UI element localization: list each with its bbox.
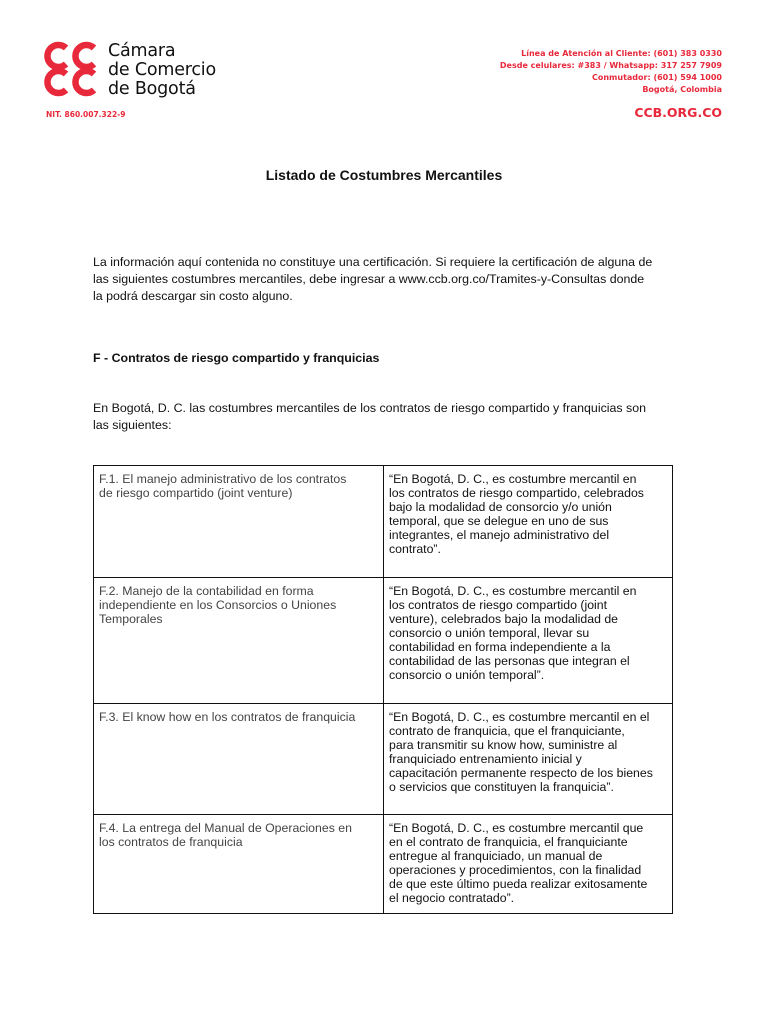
cell-line: o servicios que constituyen la franquicia”. <box>389 780 614 794</box>
document-title: Listado de Costumbres Mercantiles <box>265 167 503 183</box>
contact-line: Conmutador: (601) 594 1000 <box>591 73 722 82</box>
cell-line: “En Bogotá, D. C., es costumbre mercantil que <box>389 821 644 835</box>
cell-line: integrantes, el manejo administrativo del <box>389 528 610 542</box>
cell-line: franquiciado entrenamiento inicial y <box>389 752 582 766</box>
table-row <box>94 815 673 914</box>
table-row <box>94 704 673 815</box>
cell-line: “En Bogotá, D. C., es costumbre mercantil en <box>389 472 637 486</box>
cell-line: F.3. El know how en los contratos de franquicia <box>99 710 356 724</box>
ccb-logo-icon <box>40 40 102 98</box>
intro-line: La información aquí contenida no constituye una certificación. Si requiere la certificación de alguna de <box>93 255 653 269</box>
nit-number: NIT. 860.007.322-9 <box>46 110 126 119</box>
contact-line: Línea de Atención al Cliente: (601) 383 0330 <box>521 49 722 58</box>
intro-line: la podrá descargar sin costo alguno. <box>93 289 293 303</box>
custom-title-cell <box>94 466 384 578</box>
cell-line: los contratos de riesgo compartido, celebrados <box>389 486 644 500</box>
cell-line: bajo la modalidad de consorcio y/o unión <box>389 500 612 514</box>
custom-title-cell <box>94 578 384 704</box>
lead-line: En Bogotá, D. C. las costumbres mercantiles de los contratos de riesgo compartido y franquicias son <box>93 401 647 415</box>
lead-line: las siguientes: <box>93 418 172 432</box>
custom-description-cell <box>384 466 673 578</box>
cell-line: contrato”. <box>389 542 441 556</box>
org-name-line: Cámara <box>108 41 176 61</box>
cell-line: F.4. La entrega del Manual de Operaciones en <box>99 821 352 835</box>
cell-line: independiente en los Consorcios o Uniones <box>99 598 337 612</box>
contact-line: Bogotá, Colombia <box>642 85 722 94</box>
contact-line: Desde celulares: #383 / Whatsapp: 317 257 7909 <box>499 61 722 70</box>
cell-line: capacitación permanente respecto de los bienes <box>389 766 653 780</box>
custom-description-cell <box>384 578 673 704</box>
intro-line: las siguientes costumbres mercantiles, debe ingresar a www.ccb.org.co/Tramites-y-Consultas donde <box>93 272 645 286</box>
cell-line: entregue al franquiciado, un manual de <box>389 849 603 863</box>
cell-line: para transmitir su know how, suministre al <box>389 738 618 752</box>
cell-line: operaciones y procedimientos, con la finalidad <box>389 863 642 877</box>
cell-line: consorcio o unión temporal, llevar su <box>389 626 590 640</box>
cell-line: temporal, que se delegue en uno de sus <box>389 514 609 528</box>
cell-line: F.1. El manejo administrativo de los contratos <box>99 472 347 486</box>
cell-line: “En Bogotá, D. C., es costumbre mercantil en el <box>389 710 650 724</box>
custom-description-cell <box>384 704 673 815</box>
customs-table <box>93 465 673 914</box>
cell-line: contrato de franquicia, que el franquiciante, <box>389 724 625 738</box>
org-name-line: de Comercio <box>108 60 216 80</box>
cell-line: de que este último pueda realizar exitosamente <box>389 877 648 891</box>
website-link[interactable]: CCB.ORG.CO <box>634 105 722 120</box>
cell-line: los contratos de riesgo compartido (joint <box>389 598 608 612</box>
contact-info <box>500 48 722 96</box>
custom-title-cell <box>94 815 384 914</box>
cell-line: contabilidad de las personas que integran el <box>389 654 630 668</box>
cell-line: contabilidad en forma independiente a la <box>389 640 611 654</box>
cell-line: en el contrato de franquicia, el franquiciante <box>389 835 628 849</box>
cell-line: “En Bogotá, D. C., es costumbre mercantil en <box>389 584 637 598</box>
custom-description-cell <box>384 815 673 914</box>
cell-line: Temporales <box>99 612 163 626</box>
cell-line: los contratos de franquicia <box>99 835 243 849</box>
intro-paragraph <box>93 254 693 305</box>
org-name-line: de Bogotá <box>108 79 196 99</box>
table-row <box>94 578 673 704</box>
table-row <box>94 466 673 578</box>
cell-line: venture), celebrados bajo la modalidad de <box>389 612 619 626</box>
cell-line: el negocio contratado”. <box>389 891 515 905</box>
section-heading: F - Contratos de riesgo compartido y franquicias <box>93 351 380 365</box>
custom-title-cell <box>94 704 384 815</box>
cell-line: consorcio o unión temporal”. <box>389 668 545 682</box>
cell-line: de riesgo compartido (joint venture) <box>99 486 293 500</box>
cell-line: F.2. Manejo de la contabilidad en forma <box>99 584 314 598</box>
org-name <box>108 42 216 99</box>
lead-paragraph <box>93 400 693 434</box>
